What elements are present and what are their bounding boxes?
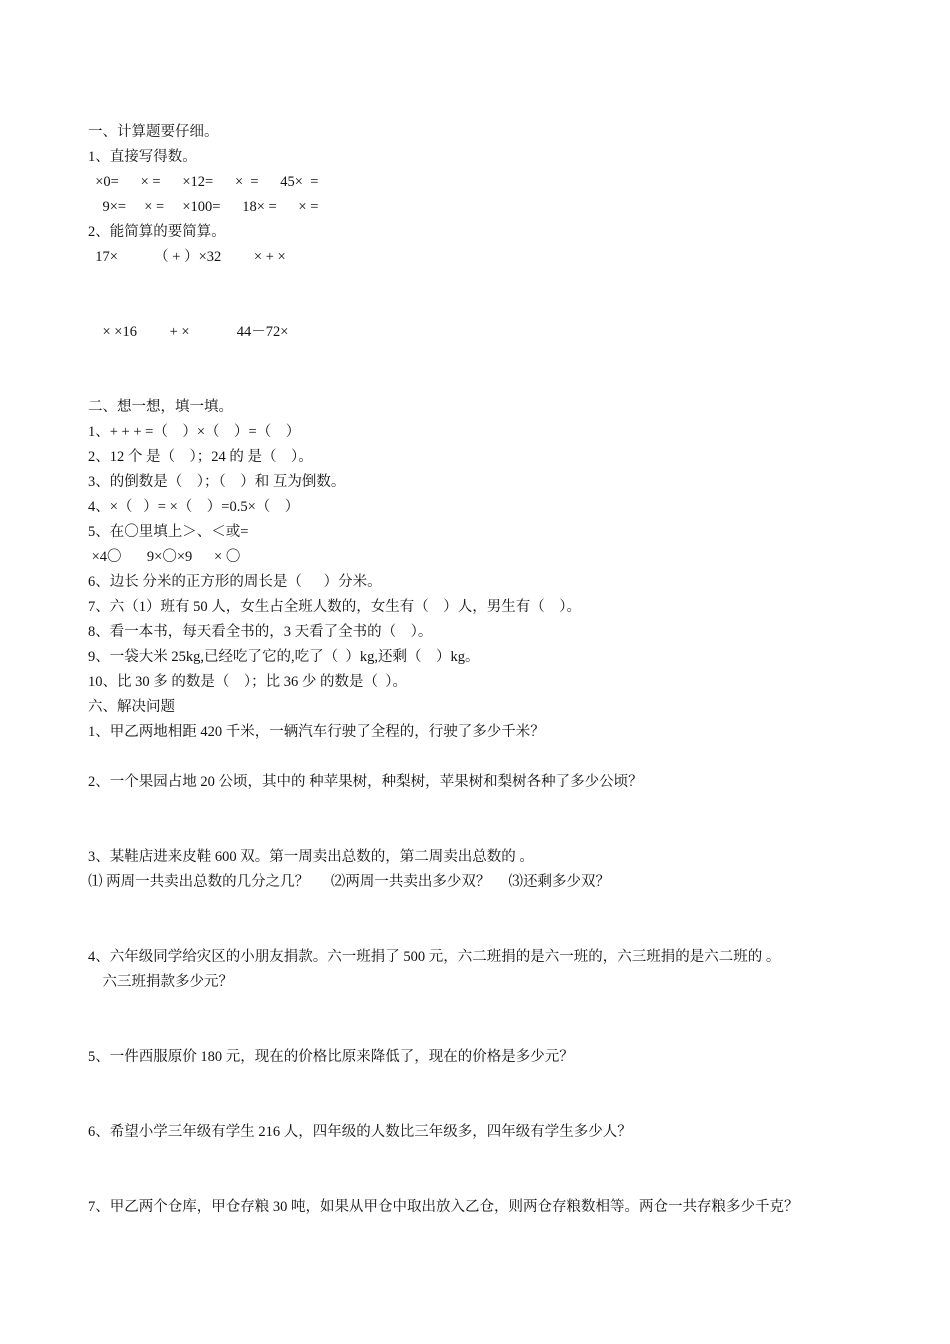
question-item: 2、12 个 是（ ）；24 的 是（ ）。: [88, 449, 313, 465]
word-problem: 5、一件西服原价 180 元，现在的价格比原来降低了，现在的价格是多少元？: [88, 1049, 574, 1065]
word-problem: 7、甲乙两个仓库，甲仓存粮 30 吨，如果从甲仓中取出放入乙仓，则两仓存粮数相等。两仓一共存粮多少千克？: [88, 1199, 799, 1215]
section-title-problems: 六、解决问题: [88, 699, 175, 715]
question-item: 10、比 30 多 的数是（ ）；比 36 少 的数是（ ）。: [88, 674, 407, 690]
question-heading: 2、能简算的要简算。: [88, 224, 226, 240]
calc-row: ×0= × = ×12= × = 45× =: [88, 174, 319, 190]
question-item: 3、的倒数是（ ）；（ ）和 互为倒数。: [88, 474, 346, 490]
word-problem: 2、一个果园占地 20 公顷，其中的 种苹果树，种梨树，苹果树和梨树各种了多少公顷？: [88, 774, 643, 790]
word-problem-continuation: 六三班捐款多少元？: [88, 974, 233, 990]
word-problem: 3、某鞋店进来皮鞋 600 双。第一周卖出总数的，第二周卖出总数的 。: [88, 849, 534, 865]
word-problem: 6、希望小学三年级有学生 216 人，四年级的人数比三年级多，四年级有学生多少人？: [88, 1124, 632, 1140]
question-item: 1、+ + + =（ ）×（ ）=（ ）: [88, 424, 301, 440]
word-problem: 4、六年级同学给灾区的小朋友捐款。六一班捐了 500 元，六二班捐的是六一班的，六三班捐的是六二班的 。: [88, 949, 781, 965]
calc-row: × ×16 + × 44－72×: [88, 324, 289, 340]
question-heading: 1、直接写得数。: [88, 149, 197, 165]
word-problem: 1、甲乙两地相距 420 千米，一辆汽车行驶了全程的，行驶了多少千米？: [88, 724, 545, 740]
question-item: 8、看一本书，每天看全书的，3 天看了全书的（ ）。: [88, 624, 433, 640]
question-item: 7、六（1）班有 50 人，女生占全班人数的，女生有（ ）人，男生有（ ）。: [88, 599, 581, 615]
calc-row: 9×= × = ×100= 18× = × =: [88, 199, 319, 215]
section-title-calculation: 一、计算题要仔细。: [88, 124, 219, 140]
question-item: 4、×（ ）= ×（ ）=0.5×（ ）: [88, 499, 300, 515]
question-item: 9、一袋大米 25kg,已经吃了它的,吃了（ ）kg,还剩（ ）kg。: [88, 649, 480, 665]
question-item: 6、边长 分米的正方形的周长是（ ）分米。: [88, 574, 382, 590]
calc-row: 17× （ + ）×32 × + ×: [88, 249, 286, 265]
section-title-fill-in: 二、想一想，填一填。: [88, 399, 233, 415]
question-item: 5、在〇里填上＞、＜或=: [88, 524, 249, 540]
compare-row: ×4〇 9×〇×9 × 〇: [88, 549, 241, 565]
sub-questions: ⑴ 两周一共卖出总数的几分之几？ ⑵两周一共卖出多少双？ ⑶还剩多少双？: [88, 874, 610, 890]
